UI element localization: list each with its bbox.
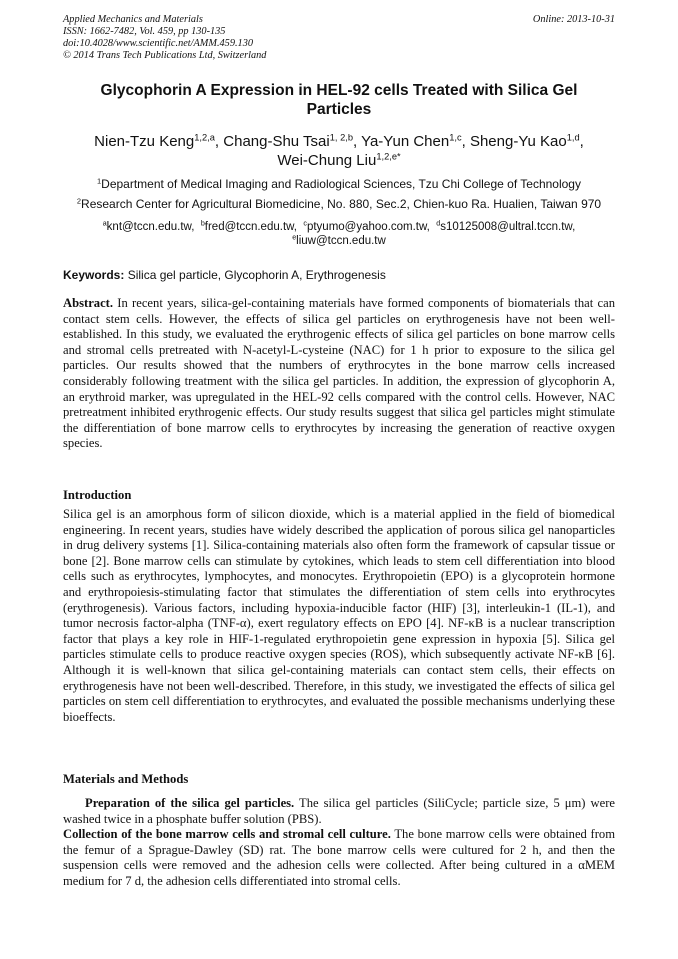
collection-label: Collection of the bone marrow cells and stromal cell culture. <box>63 827 391 841</box>
abstract <box>63 296 615 452</box>
keywords-label: Keywords: <box>63 268 125 282</box>
affiliation-text: Department of Medical Imaging and Radiological Sciences, Tzu Chi College of Technology <box>101 177 581 191</box>
journal-issn: ISSN: 1662-7482, Vol. 459, pp 130-135 <box>63 26 226 37</box>
author-name: Chang-Shu Tsai <box>223 133 330 150</box>
email-address[interactable]: s10125008@ultral.tccn.tw, <box>440 221 576 233</box>
abstract-label: Abstract. <box>63 296 114 310</box>
online-date: Online: 2013-10-31 <box>532 14 615 25</box>
author-list <box>50 132 628 170</box>
author <box>470 133 584 150</box>
author-affiliation-mark: 1, 2,b <box>329 132 353 143</box>
email[interactable] <box>292 235 386 247</box>
email[interactable] <box>436 221 575 233</box>
author-affiliation-mark: 1,2,a <box>194 132 215 143</box>
affiliation-text: Research Center for Agricultural Biomedicine, No. 880, Sec.2, Chien-kuo Ra. Hualien, Taiwan 970 <box>81 197 602 211</box>
email-mark: e <box>292 233 297 242</box>
email-address[interactable]: liuw@tccn.edu.tw <box>296 235 386 247</box>
email-mark: b <box>200 219 205 228</box>
author-affiliation-mark: 1,d <box>566 132 580 143</box>
methods-preparation <box>63 796 615 827</box>
email-mark: c <box>303 219 307 228</box>
preparation-text: The silica gel particles (SiliCycle; particle size, 5 μm) were washed twice in a phosphate buffer solution (PBS). <box>63 796 615 826</box>
email[interactable] <box>201 221 297 233</box>
email-address[interactable]: knt@tccn.edu.tw, <box>106 221 195 233</box>
introduction-heading: Introduction <box>63 488 132 502</box>
journal-doi: doi:10.4028/www.scientific.net/AMM.459.130 <box>63 38 253 49</box>
journal-name: Applied Mechanics and Materials <box>63 14 203 25</box>
abstract-text: In recent years, silica-gel-containing materials have formed components of biomaterials that can contact stem cells. However, the effects of silica gel particles on erythrogenesis have not been well-established. In this study, we evaluated the erythrogenic effects of silica gel particles on bone marrow cells and stromal cells pretreated with N-acetyl-L-cysteine (NAC) for 1 h prior to exposure to the silica gel particles. Our results showed that the numbers of erythrocytes in the bone marrow cells increased considerably following treatment with the silica gel particles. In addition, the expression of glycophorin A, an erythroid marker, was upregulated in the HEL-92 cells compared with the control cells. However, NAC pretreatment inhibited erythrogenic effects. Our study results suggest that silica gel particles might stimulate the differentiation of bone marrow cells to erythrocytes by increasing the generation of reactive oxygen species. <box>63 296 615 451</box>
email[interactable] <box>103 221 195 233</box>
paper-title: Glycophorin A Expression in HEL-92 cells Treated with Silica Gel Particles <box>100 82 578 118</box>
affiliation <box>40 177 638 192</box>
author-separator: , <box>579 133 584 150</box>
affiliation-mark: 1 <box>97 176 102 186</box>
author-affiliation-mark: 1,2,e* <box>376 151 401 162</box>
author-name: Ya-Yun Chen <box>361 133 450 150</box>
email-address[interactable]: fred@tccn.edu.tw, <box>204 221 298 233</box>
author-separator: , <box>461 133 470 150</box>
author <box>361 133 470 150</box>
methods-heading: Materials and Methods <box>63 772 189 786</box>
affiliation-mark: 2 <box>76 196 82 206</box>
keywords-text: Silica gel particle, Glycophorin A, Erythrogenesis <box>127 268 386 282</box>
author-name: Nien-Tzu Keng <box>94 133 195 150</box>
email-mark: d <box>436 219 441 228</box>
email-mark: a <box>102 219 107 228</box>
author-separator: , <box>353 133 362 150</box>
author <box>94 133 223 150</box>
author <box>277 152 400 169</box>
journal-header <box>63 14 266 62</box>
email-list <box>60 220 618 248</box>
email-address[interactable]: ptyumo@yahoo.com.tw, <box>306 221 430 233</box>
introduction-text: Silica gel is an amorphous form of silicon dioxide, which is a material applied in the field of biomedical engineering. In recent years, studies have widely described the application of porous silica gel nanoparticles in drug delivery systems [1]. Silica-containing materials also often form the framework of capsular tissue or bone [2]. Bone marrow cells can stimulate by cytokines, which leads to stem cell differentiation into blood cells such as erythrocytes, lymphocytes, and monocytes. Erythropoietin (EPO) is a glycoprotein hormone and erythropoiesis-stimulating factor that stimulates the differentiation of stem cells into erythrocytes (erythrogenesis). Various factors, including hypoxia-inducible factor (HIF) [3], interleukin-1 (IL-1), and tumor necrosis factor-alpha (TNF-α), exert regulatory effects on EPO [4]. NF-κB is a nuclear transcription factor that plays a key role in HIF-1-regulated erythropoietin gene expression in hypoxia [5]. Silica gel particles stimulate cells to produce reactive oxygen species (ROS), which subsequently activate NF-κB [6]. Although it is well-known that silica gel-containing materials can contact stem cells, their effects on erythrogenesis have not been well-described. Therefore, in this study, we investigated the effects of silica gel particles on stem cell differentiation to erythrocytes, and evaluated the possible mechanisms underlying these bioeffects. <box>63 507 615 724</box>
journal-copyright: © 2014 Trans Tech Publications Ltd, Switzerland <box>63 50 267 61</box>
author <box>223 133 361 150</box>
preparation-label: Preparation of the silica gel particles. <box>85 796 295 810</box>
collection-text: The bone marrow cells were obtained from the femur of a Sprague-Dawley (SD) rat. The bone marrow cells were cultured for 2 h, and then the suspension cells were removed and the adhesion cells were collected. After being cultured in a αMEM medium for 7 d, the adhesion cells differentiated into stromal cells. <box>63 827 616 888</box>
keywords <box>63 268 386 283</box>
email[interactable] <box>303 221 429 233</box>
author-name: Wei-Chung Liu <box>277 152 377 169</box>
author-separator: , <box>214 133 224 150</box>
author-affiliation-mark: 1,c <box>449 132 462 143</box>
methods-collection <box>63 827 615 889</box>
author-name: Sheng-Yu Kao <box>469 133 567 150</box>
affiliation <box>40 197 638 212</box>
